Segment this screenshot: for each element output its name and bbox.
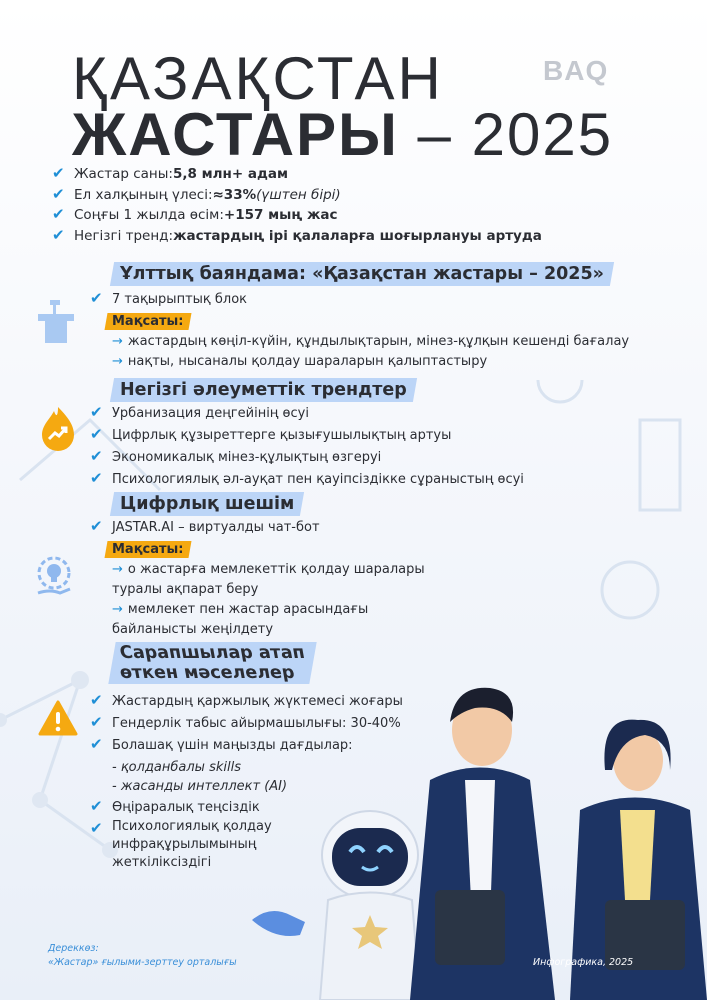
illustration-people-robot [250,660,707,1000]
digital-section [90,492,425,640]
issues-heading: Сарапшылар атап өткен мәселелер [108,642,316,684]
check-icon: ✔ [90,403,103,421]
check-icon: ✔ [90,797,103,815]
arrow-right-icon: → [112,334,123,349]
warning-icon [38,700,78,736]
check-icon: ✔ [90,425,103,443]
summary-item: ✔ Ел халқының үлесі: ≈33% (үштен бірі) [52,184,341,203]
issue-item: ✔ Болашақ үшін маңызды дағдылар: [90,735,353,753]
check-icon: ✔ [90,713,103,731]
source-note: Дереккөз: «Жастар» ғылыми-зерттеу орталығы [48,943,237,968]
goal-item: → нақты, нысаналы қолдау шараларын қалыптастыру [112,352,629,372]
issue-item: ✔ Жастардың қаржылық жүктемесі жоғары [90,691,403,709]
summary-item: ✔ Жастар саны: 5,8 млн+ адам [52,164,289,182]
issue-item: ✔ Психологиялық қолдау инфрақұрылымының жеткіліксіздігі [90,819,272,870]
check-icon: ✔ [90,735,103,753]
check-icon: ✔ [90,447,103,465]
arrow-right-icon: → [112,562,123,577]
trending-up-icon [40,405,76,451]
check-icon: ✔ [90,517,103,535]
summary-list [52,164,542,246]
summary-item: ✔ Негізгі тренд: жастардың ірі қалаларға шоғырлануы артуда [52,225,542,244]
arrow-right-icon: → [112,354,123,369]
check-icon: ✔ [90,819,103,837]
goal-item: → жастардың көңіл-күйін, құндылықтарын, мінез-құлқын кешенді бағалау [112,332,629,352]
trends-heading: Негізгі әлеуметтік трендтер [110,378,417,402]
issue-item: ✔ Гендерлік табыс айырмашылығы: 30-40% [90,713,401,731]
title-line1: ҚАЗАҚСТАН [72,45,444,112]
report-item: ✔ 7 тақырыптық блок [90,289,248,307]
trend-item: ✔ Урбанизация деңгейінің өсуі [90,403,309,421]
check-icon: ✔ [90,469,103,487]
check-icon: ✔ [90,289,103,307]
goal-item: → мемлекет пен жастар арасындағы байланысты жеңілдету [112,602,369,637]
goal-item: → о жастарға мемлекеттік қолдау шаралары туралы ақпарат беру [112,562,425,597]
trends-section [90,378,524,490]
title-year: – 2025 [398,101,614,168]
credit-note: Инфографика, 2025 [533,957,634,968]
title-bold: ЖАСТАРЫ [72,101,399,168]
goal-tag: Мақсаты: [105,541,191,558]
podium-icon [36,298,78,346]
check-icon: ✔ [52,205,65,223]
man-illustration [410,688,555,1000]
issue-item: ✔ Өңіраралық теңсіздік [90,797,260,815]
check-icon: ✔ [52,164,65,182]
report-heading: Ұлттық баяндама: «Қазақстан жастары – 2025» [110,262,614,286]
trend-item: ✔ Цифрлық құзыреттерге қызығушылықтың артуы [90,425,452,443]
digital-heading: Цифрлық шешім [110,492,305,516]
arrow-right-icon: → [112,602,123,617]
summary-item: ✔ Соңғы 1 жылда өсім: +157 мың жас [52,205,338,223]
report-section [90,262,630,372]
title-line2 [72,100,613,169]
trend-item: ✔ Экономикалық мінез-құлықтың өзгеруі [90,447,382,465]
trend-item: ✔ Психологиялық әл-ауқат пен қауіпсіздікке сұраныстың өсуі [90,469,524,487]
check-icon: ✔ [52,225,65,244]
robot-illustration [252,811,420,1000]
check-icon: ✔ [52,184,65,203]
check-icon: ✔ [90,691,103,709]
lightbulb-gear-icon [34,555,74,599]
skills-list: - қолданбалы skills - жасанды интеллект (AI) [112,760,288,794]
baq-logo: BAQ [543,55,609,86]
digital-item: ✔ JASTAR.AI – виртуалды чат-бот [90,517,320,535]
goal-tag: Мақсаты: [105,313,191,330]
